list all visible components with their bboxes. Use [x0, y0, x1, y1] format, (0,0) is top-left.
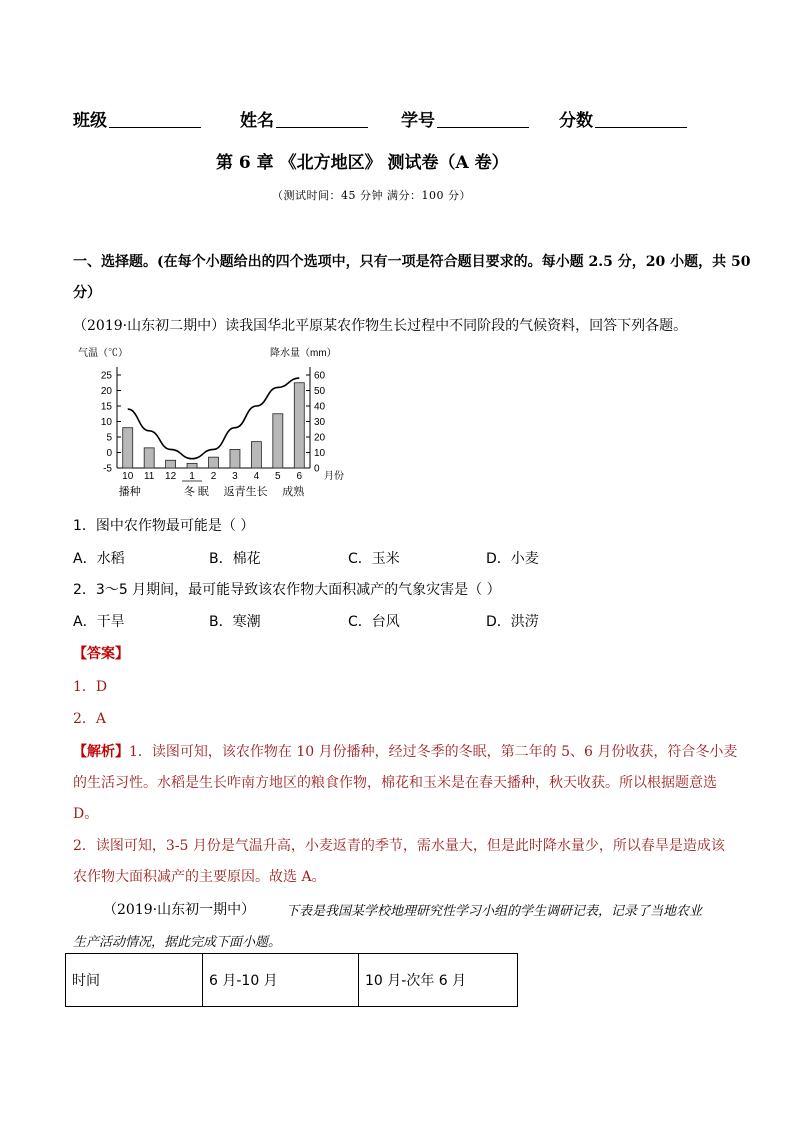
- left-axis-title: 气温（℃）: [78, 348, 128, 359]
- precip-bar: [273, 414, 283, 468]
- group2-source: （2019·山东初一期中）: [103, 902, 256, 918]
- analysis-p1-line2: 的生活习性。水稻是生长咋南方地区的粮食作物，棉花和玉米是在春天播种，秋天收获。所以根据题意选: [73, 775, 717, 791]
- q1-option-d[interactable]: D．小麦: [486, 551, 539, 567]
- precip-bar: [166, 460, 176, 468]
- name-field: [240, 106, 368, 131]
- q2-option-c[interactable]: C．台风: [348, 614, 400, 630]
- left-tick-label: 10: [100, 417, 112, 428]
- group2-text-1: 下表是我国某学校地理研究性学习小组的学生调研记表，记录了当地农业: [286, 904, 703, 919]
- precip-bar: [251, 442, 261, 468]
- right-axis-title: 降水量（mm）: [270, 348, 337, 359]
- precip-bar: [123, 428, 133, 468]
- q2-option-d[interactable]: D．洪涝: [486, 614, 539, 630]
- q2-option-a[interactable]: A．干旱: [73, 614, 125, 630]
- answer-2: 2．A: [73, 711, 107, 727]
- stage-label: 播种: [118, 486, 141, 498]
- class-field: [73, 106, 201, 131]
- x-unit-label: 月份: [324, 471, 344, 482]
- test-meta: （测试时间：45 分钟 满分：100 分）: [272, 189, 471, 202]
- stage-label: 冬 眠: [183, 486, 209, 498]
- analysis-p2-line2: 农作物大面积减产的主要原因。故选 A。: [73, 869, 326, 885]
- right-tick-label: 40: [314, 401, 326, 413]
- section-heading: 一、选择题。(在每个小题给出的四个选项中，只有一项是符合题目要求的。每小题 2.5 分，20 小题，共 50: [73, 254, 751, 270]
- table-cell: 10 月-次年 6 月: [359, 954, 518, 1007]
- right-tick-label: 60: [314, 370, 326, 382]
- name-label: 姓名: [240, 111, 274, 131]
- left-tick-label: -5: [103, 463, 112, 475]
- q1-option-b[interactable]: B．棉花: [209, 551, 261, 567]
- precip-bar: [230, 449, 240, 468]
- q1-option-a[interactable]: A．水稻: [73, 551, 125, 567]
- precip-bar: [209, 457, 219, 468]
- q2-option-b[interactable]: B．寒潮: [209, 614, 261, 630]
- stage-label: 成熟: [282, 486, 305, 498]
- table-cell: 时间: [66, 954, 203, 1007]
- analysis-p1-line1: 1．读图可知，该农作物在 10 月份播种，经过冬季的冬眠，第二年的 5、6 月份收获，符合冬小麦: [129, 744, 738, 760]
- precip-bar: [294, 383, 304, 468]
- page-title: 第 6 章 《北方地区》 测试卷（A 卷）: [216, 153, 509, 173]
- month-label: 10: [122, 471, 134, 482]
- class-blank[interactable]: [109, 110, 201, 128]
- stage-label: 返青生长: [223, 486, 268, 498]
- analysis-line-1: [73, 741, 737, 761]
- month-label: 5: [275, 471, 281, 482]
- left-tick-label: 0: [106, 448, 112, 459]
- table-row: [66, 954, 518, 1007]
- q1-option-c[interactable]: C．玉米: [348, 551, 400, 567]
- id-label: 学号: [401, 111, 435, 131]
- month-label: 1: [189, 471, 195, 482]
- climate-chart: [70, 342, 360, 502]
- left-tick-label: 15: [100, 401, 112, 413]
- month-label: 6: [296, 471, 303, 482]
- question-intro: （2019·山东初二期中）读我国华北平原某农作物生长过程中不同阶段的气候资料，回答下列各题。: [73, 318, 688, 334]
- month-label: 12: [165, 471, 177, 482]
- q2-stem: 2．3～5 月期间，最可能导致该农作物大面积减产的气象灾害是（ ）: [73, 582, 501, 598]
- analysis-tag: 【解析】: [73, 744, 129, 760]
- month-label: 11: [143, 471, 155, 482]
- right-tick-label: 30: [314, 417, 326, 428]
- score-blank[interactable]: [595, 110, 687, 128]
- precip-bar: [144, 448, 154, 468]
- class-label: 班级: [73, 111, 107, 131]
- analysis-p2-line1: 2．读图可知，3-5 月份是气温升高，小麦返青的季节，需水量大，但是此时降水量少，所以春旱是造成该: [73, 838, 725, 854]
- section-heading-cont: 分）: [73, 285, 101, 301]
- record-table: [65, 953, 518, 1007]
- answer-tag: 【答案】: [73, 646, 129, 662]
- score-field: [559, 106, 687, 131]
- right-tick-label: 20: [314, 432, 326, 444]
- score-label: 分数: [559, 111, 593, 131]
- right-tick-label: 10: [314, 448, 326, 459]
- analysis-p1-line3: D。: [73, 806, 99, 822]
- left-tick-label: 20: [100, 386, 112, 397]
- id-blank[interactable]: [437, 110, 529, 128]
- left-tick-label: 5: [106, 432, 112, 444]
- group2-text-2: 生产活动情况，据此完成下面小题。: [73, 935, 282, 950]
- precip-bar: [187, 463, 197, 468]
- id-field: [401, 106, 529, 131]
- month-label: 2: [210, 471, 217, 482]
- right-tick-label: 50: [314, 386, 326, 397]
- month-label: 3: [232, 471, 238, 482]
- answer-1: 1．D: [73, 679, 108, 695]
- left-tick-label: 25: [100, 370, 112, 382]
- table-cell: 6 月-10 月: [203, 954, 359, 1007]
- right-tick-label: 0: [314, 463, 320, 475]
- month-label: 4: [253, 471, 260, 482]
- name-blank[interactable]: [276, 110, 368, 128]
- q1-stem: 1．图中农作物最可能是（ ）: [73, 518, 255, 534]
